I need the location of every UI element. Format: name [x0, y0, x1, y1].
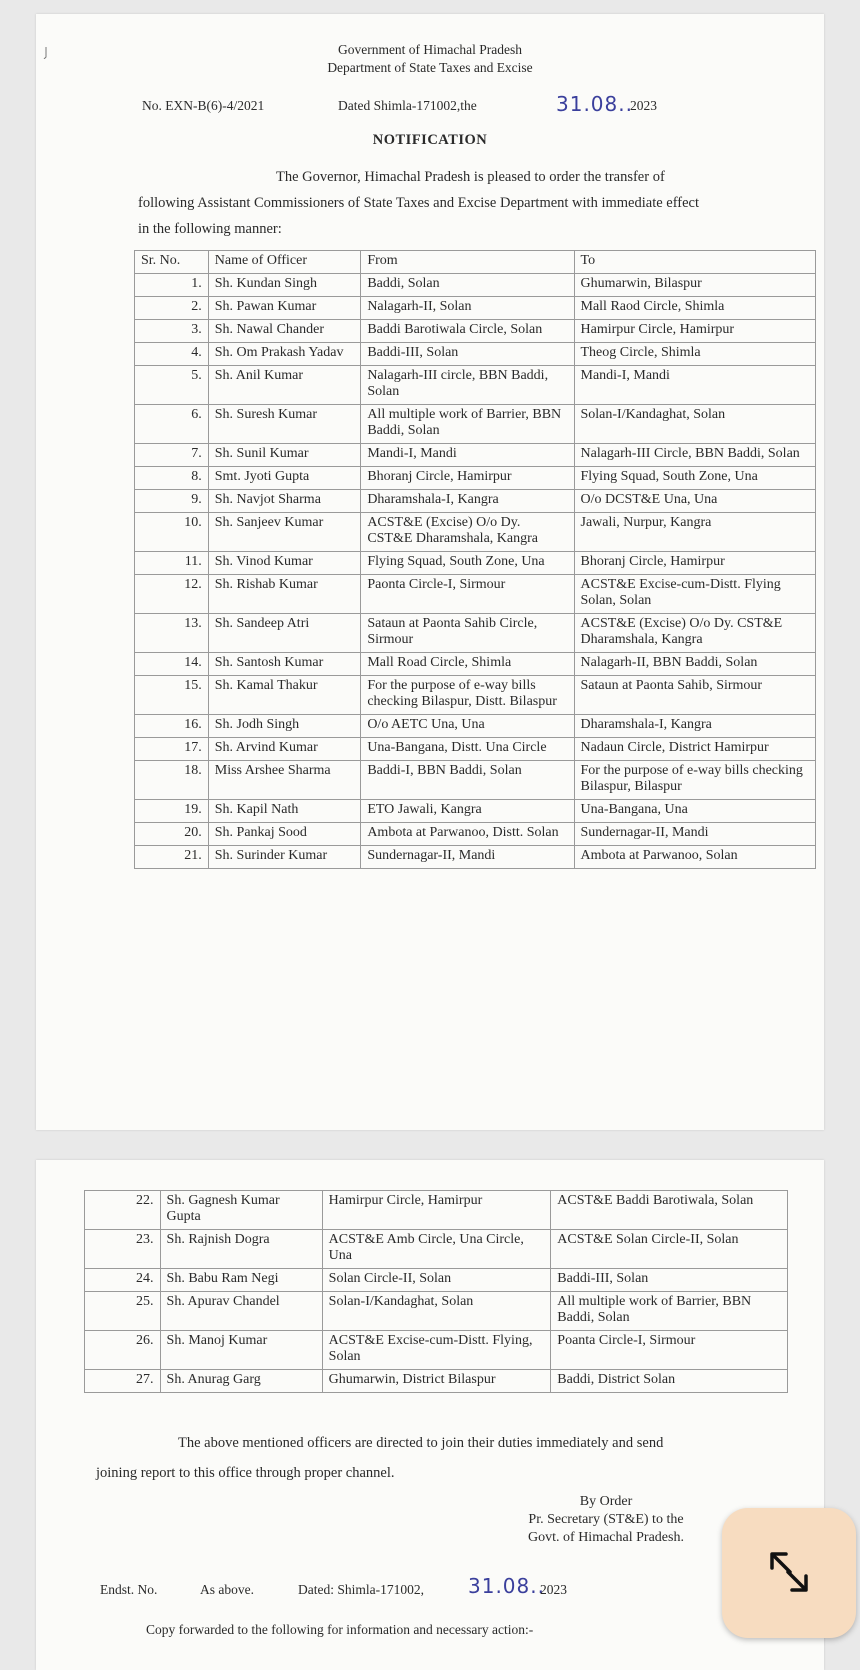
- from-cell: Una-Bangana, Distt. Una Circle: [361, 738, 574, 761]
- to-cell: Nalagarh-II, BBN Baddi, Solan: [574, 653, 816, 676]
- document-page-2: [36, 1160, 824, 1670]
- table-row: [135, 800, 816, 823]
- officer-name-cell: Sh. Vinod Kumar: [208, 552, 361, 575]
- from-cell: Solan Circle-II, Solan: [322, 1269, 551, 1292]
- sr-no-cell: 18.: [135, 761, 209, 800]
- from-cell: Hamirpur Circle, Hamirpur: [322, 1191, 551, 1230]
- endst-handwritten-date: 31.08..: [468, 1574, 545, 1598]
- from-cell: Mall Road Circle, Shimla: [361, 653, 574, 676]
- sr-no-cell: 22.: [85, 1191, 161, 1230]
- sr-no-cell: 6.: [135, 405, 209, 444]
- officer-name-cell: Sh. Sanjeev Kumar: [208, 513, 361, 552]
- officer-name-cell: Sh. Gagnesh Kumar Gupta: [160, 1191, 322, 1230]
- table-row: [135, 653, 816, 676]
- expand-button[interactable]: [722, 1508, 856, 1638]
- to-cell: ACST&E (Excise) O/o Dy. CST&E Dharamshala, Kangra: [574, 614, 816, 653]
- sr-no-cell: 4.: [135, 343, 209, 366]
- to-cell: ACST&E Solan Circle-II, Solan: [551, 1230, 788, 1269]
- table-row: [135, 715, 816, 738]
- from-cell: Nalagarh-III circle, BBN Baddi, Solan: [361, 366, 574, 405]
- endst-label: Endst. No.: [100, 1582, 158, 1597]
- from-cell: ACST&E Amb Circle, Una Circle, Una: [322, 1230, 551, 1269]
- sr-no-cell: 19.: [135, 800, 209, 823]
- officer-name-cell: Sh. Jodh Singh: [208, 715, 361, 738]
- from-cell: ACST&E (Excise) O/o Dy. CST&E Dharamshala, Kangra: [361, 513, 574, 552]
- officer-name-cell: Sh. Suresh Kumar: [208, 405, 361, 444]
- sr-no-cell: 26.: [85, 1331, 161, 1370]
- sr-no-cell: 11.: [135, 552, 209, 575]
- from-cell: Paonta Circle-I, Sirmour: [361, 575, 574, 614]
- officer-name-cell: Sh. Sunil Kumar: [208, 444, 361, 467]
- to-cell: Bhoranj Circle, Hamirpur: [574, 552, 816, 575]
- to-cell: Hamirpur Circle, Hamirpur: [574, 320, 816, 343]
- from-cell: Bhoranj Circle, Hamirpur: [361, 467, 574, 490]
- endst-dated: Dated: Shimla-171002,: [298, 1582, 424, 1597]
- to-cell: Nalagarh-III Circle, BBN Baddi, Solan: [574, 444, 816, 467]
- from-cell: All multiple work of Barrier, BBN Baddi, Solan: [361, 405, 574, 444]
- officer-name-cell: Sh. Babu Ram Negi: [160, 1269, 322, 1292]
- from-cell: Flying Squad, South Zone, Una: [361, 552, 574, 575]
- from-cell: Baddi-I, BBN Baddi, Solan: [361, 761, 574, 800]
- table-row: [85, 1370, 788, 1393]
- notification-title: NOTIFICATION: [372, 132, 488, 148]
- to-cell: Nadaun Circle, District Hamirpur: [574, 738, 816, 761]
- officer-name-cell: Sh. Rajnish Dogra: [160, 1230, 322, 1269]
- officer-name-cell: Sh. Kamal Thakur: [208, 676, 361, 715]
- signatory-line-1: Pr. Secretary (ST&E) to the: [528, 1512, 684, 1527]
- table-row: [135, 552, 816, 575]
- table-row: [135, 676, 816, 715]
- table-row: [135, 467, 816, 490]
- officer-name-cell: Sh. Kapil Nath: [208, 800, 361, 823]
- officer-name-cell: Sh. Pawan Kumar: [208, 297, 361, 320]
- officer-name-cell: Sh. Navjot Sharma: [208, 490, 361, 513]
- sr-no-cell: 13.: [135, 614, 209, 653]
- sr-no-cell: 15.: [135, 676, 209, 715]
- officer-name-cell: Sh. Anurag Garg: [160, 1370, 322, 1393]
- table-row: [85, 1292, 788, 1331]
- column-header: Name of Officer: [208, 251, 361, 274]
- intro-line-1: The Governor, Himachal Pradesh is pleased to order the transfer of: [276, 169, 665, 185]
- to-cell: Dharamshala-I, Kangra: [574, 715, 816, 738]
- dated-prefix: Dated Shimla-171002,the: [338, 98, 477, 113]
- from-cell: Sundernagar-II, Mandi: [361, 846, 574, 869]
- table-row: [135, 366, 816, 405]
- table-row: [85, 1269, 788, 1292]
- to-cell: Ghumarwin, Bilaspur: [574, 274, 816, 297]
- sr-no-cell: 21.: [135, 846, 209, 869]
- to-cell: For the purpose of e-way bills checking Bilaspur, Bilaspur: [574, 761, 816, 800]
- sr-no-cell: 20.: [135, 823, 209, 846]
- table-row: [135, 575, 816, 614]
- from-cell: For the purpose of e-way bills checking Bilaspur, Distt. Bilaspur: [361, 676, 574, 715]
- endst-year: 2023: [540, 1582, 567, 1597]
- from-cell: Ghumarwin, District Bilaspur: [322, 1370, 551, 1393]
- from-cell: Sataun at Paonta Sahib Circle, Sirmour: [361, 614, 574, 653]
- table-row: [135, 846, 816, 869]
- sr-no-cell: 3.: [135, 320, 209, 343]
- closing-line-2: joining report to this office through proper channel.: [96, 1465, 395, 1481]
- sr-no-cell: 14.: [135, 653, 209, 676]
- from-cell: Mandi-I, Mandi: [361, 444, 574, 467]
- from-cell: ETO Jawali, Kangra: [361, 800, 574, 823]
- column-header: From: [361, 251, 574, 274]
- officer-name-cell: Sh. Nawal Chander: [208, 320, 361, 343]
- table-row: [135, 274, 816, 297]
- table-row: [85, 1230, 788, 1269]
- to-cell: Solan-I/Kandaghat, Solan: [574, 405, 816, 444]
- to-cell: Baddi, District Solan: [551, 1370, 788, 1393]
- to-cell: Una-Bangana, Una: [574, 800, 816, 823]
- sr-no-cell: 27.: [85, 1370, 161, 1393]
- intro-line-2: following Assistant Commissioners of State Taxes and Excise Department with immediate effect: [138, 195, 700, 211]
- signatory-line-2: Govt. of Himachal Pradesh.: [528, 1530, 684, 1545]
- officer-name-cell: Sh. Kundan Singh: [208, 274, 361, 297]
- table-row: [135, 405, 816, 444]
- to-cell: Mall Raod Circle, Shimla: [574, 297, 816, 320]
- table-row: [85, 1191, 788, 1230]
- from-cell: Baddi, Solan: [361, 274, 574, 297]
- sr-no-cell: 10.: [135, 513, 209, 552]
- officer-name-cell: Sh. Rishab Kumar: [208, 575, 361, 614]
- from-cell: ACST&E Excise-cum-Distt. Flying, Solan: [322, 1331, 551, 1370]
- to-cell: Flying Squad, South Zone, Una: [574, 467, 816, 490]
- table-row: [135, 343, 816, 366]
- table-row: [135, 513, 816, 552]
- to-cell: O/o DCST&E Una, Una: [574, 490, 816, 513]
- closing-line-1: The above mentioned officers are directed to join their duties immediately and send: [178, 1435, 664, 1451]
- transfer-table-continued: [84, 1190, 788, 1393]
- officer-name-cell: Miss Arshee Sharma: [208, 761, 361, 800]
- officer-name-cell: Sh. Sandeep Atri: [208, 614, 361, 653]
- officer-name-cell: Smt. Jyoti Gupta: [208, 467, 361, 490]
- table-row: [85, 1331, 788, 1370]
- table-row: [135, 490, 816, 513]
- to-cell: Ambota at Parwanoo, Solan: [574, 846, 816, 869]
- to-cell: Sataun at Paonta Sahib, Sirmour: [574, 676, 816, 715]
- sr-no-cell: 16.: [135, 715, 209, 738]
- department-name: Department of State Taxes and Excise: [327, 60, 533, 75]
- table-row: [135, 614, 816, 653]
- officer-name-cell: Sh. Om Prakash Yadav: [208, 343, 361, 366]
- sr-no-cell: 5.: [135, 366, 209, 405]
- to-cell: ACST&E Baddi Barotiwala, Solan: [551, 1191, 788, 1230]
- table-row: [135, 297, 816, 320]
- handwritten-date: 31.08..: [556, 92, 633, 116]
- by-order: By Order: [579, 1494, 633, 1509]
- copy-forwarded: Copy forwarded to the following for information and necessary action:-: [146, 1622, 534, 1637]
- from-cell: Baddi Barotiwala Circle, Solan: [361, 320, 574, 343]
- sr-no-cell: 2.: [135, 297, 209, 320]
- officer-name-cell: Sh. Apurav Chandel: [160, 1292, 322, 1331]
- sr-no-cell: 12.: [135, 575, 209, 614]
- sr-no-cell: 24.: [85, 1269, 161, 1292]
- table-header-row: [135, 251, 816, 274]
- column-header: To: [574, 251, 816, 274]
- from-cell: O/o AETC Una, Una: [361, 715, 574, 738]
- from-cell: Ambota at Parwanoo, Distt. Solan: [361, 823, 574, 846]
- to-cell: Baddi-III, Solan: [551, 1269, 788, 1292]
- from-cell: Dharamshala-I, Kangra: [361, 490, 574, 513]
- sr-no-cell: 1.: [135, 274, 209, 297]
- to-cell: Jawali, Nurpur, Kangra: [574, 513, 816, 552]
- table-row: [135, 738, 816, 761]
- officer-name-cell: Sh. Pankaj Sood: [208, 823, 361, 846]
- officer-name-cell: Sh. Surinder Kumar: [208, 846, 361, 869]
- to-cell: ACST&E Excise-cum-Distt. Flying Solan, Solan: [574, 575, 816, 614]
- expand-icon: [766, 1548, 812, 1596]
- intro-line-3: in the following manner:: [138, 221, 282, 237]
- sr-no-cell: 25.: [85, 1292, 161, 1331]
- officer-name-cell: Sh. Manoj Kumar: [160, 1331, 322, 1370]
- sr-no-cell: 8.: [135, 467, 209, 490]
- table-row: [135, 823, 816, 846]
- from-cell: Solan-I/Kandaghat, Solan: [322, 1292, 551, 1331]
- government-name: Government of Himachal Pradesh: [337, 42, 523, 57]
- from-cell: Baddi-III, Solan: [361, 343, 574, 366]
- document-page-1: [36, 14, 824, 1130]
- sr-no-cell: 17.: [135, 738, 209, 761]
- to-cell: Theog Circle, Shimla: [574, 343, 816, 366]
- sr-no-cell: 7.: [135, 444, 209, 467]
- to-cell: Poanta Circle-I, Sirmour: [551, 1331, 788, 1370]
- endst-as-above: As above.: [200, 1582, 254, 1597]
- file-number: No. EXN-B(6)-4/2021: [142, 98, 265, 113]
- officer-name-cell: Sh. Arvind Kumar: [208, 738, 361, 761]
- officer-name-cell: Sh. Santosh Kumar: [208, 653, 361, 676]
- transfer-table: [134, 250, 816, 869]
- table-row: [135, 761, 816, 800]
- sr-no-cell: 23.: [85, 1230, 161, 1269]
- to-cell: Sundernagar-II, Mandi: [574, 823, 816, 846]
- to-cell: All multiple work of Barrier, BBN Baddi, Solan: [551, 1292, 788, 1331]
- from-cell: Nalagarh-II, Solan: [361, 297, 574, 320]
- table-row: [135, 320, 816, 343]
- column-header: Sr. No.: [135, 251, 209, 274]
- sr-no-cell: 9.: [135, 490, 209, 513]
- officer-name-cell: Sh. Anil Kumar: [208, 366, 361, 405]
- year: 2023: [630, 98, 657, 113]
- table-row: [135, 444, 816, 467]
- to-cell: Mandi-I, Mandi: [574, 366, 816, 405]
